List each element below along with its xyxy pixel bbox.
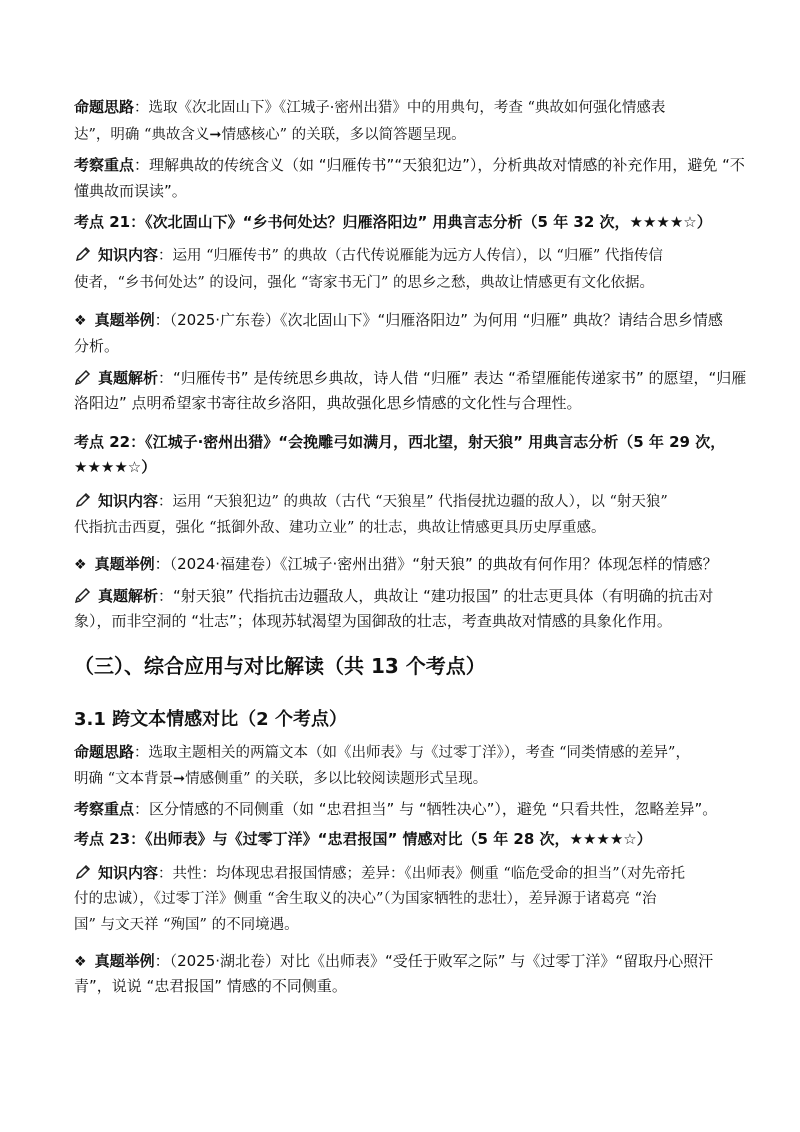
zhenti-label: 真题举例 xyxy=(94,555,155,573)
kd21-jiexi-line-2: 洛阳边” 点明希望家书寄往故乡洛阳，典故强化思乡情感的文化性与合理性。 xyxy=(74,394,582,412)
zhenti-label: 真题举例 xyxy=(94,952,155,970)
diamond-icon: ❖ xyxy=(74,557,87,573)
kaocha-line-2: 懂典故而误读”。 xyxy=(74,182,187,200)
kd21-zhenti-line-2: 分析。 xyxy=(74,337,120,355)
zhishi-label: 知识内容 xyxy=(98,246,159,264)
kd22-zhishi-line-2: 代指抗击西夏，强化 “抵御外敌、建功立业” 的壮志，典故让情感更具历史厚重感。 xyxy=(74,520,606,536)
kaocha-label: 考察重点 xyxy=(74,800,135,818)
diamond-icon: ❖ xyxy=(74,313,87,329)
kd21-zhishi-line-2: 使者，“乡书何处达” 的设问，强化 “寄家书无门” 的思乡之愁，典故让情感更有文化依据。 xyxy=(74,275,654,291)
zhishi-label: 知识内容 xyxy=(98,864,159,882)
zhenti-text: ：（2025·广东卷）《次北固山下》“归雁洛阳边” 为何用 “归雁” 典故？请结合思乡情感 xyxy=(154,311,723,329)
zhenti-label: 真题举例 xyxy=(94,311,155,329)
s3-mingti-line-1 xyxy=(74,741,734,764)
mingti-line-1 xyxy=(74,96,734,119)
kd21-jiexi-line-1 xyxy=(74,367,747,389)
zhishi-text: ：运用 “天狼犯边” 的典故（古代 “天狼星” 代指侵扰边疆的敌人），以 “射天狼” xyxy=(158,494,668,510)
sub-heading: 3.1 跨文本情感对比（2 个考点） xyxy=(74,709,347,730)
kaocha-line-1 xyxy=(74,154,745,176)
jiexi-text: ：“归雁传书” 是传统思乡典故，诗人借 “归雁” 表达 “希望雁能传递家书” 的愿望，“归雁 xyxy=(158,369,747,387)
zhishi-label: 知识内容 xyxy=(98,492,159,510)
s3-mingti-line-2: 明确 “文本背景➞情感侧重” 的关联，多以比较阅读题形式呈现。 xyxy=(74,771,488,787)
pencil-icon xyxy=(74,863,92,881)
mingti-label: 命题思路 xyxy=(74,98,135,116)
jiexi-text: ：“射天狼” 代指抗击边疆敌人，典故让 “建功报国” 的壮志更具体（有明确的抗击对 xyxy=(158,587,714,605)
mingti-text: ：选取《次北固山下》《江城子·密州出猎》中的用典句，考查 “典故如何强化情感表 xyxy=(134,100,666,116)
kaocha-label: 考察重点 xyxy=(74,156,135,174)
kd21-zhishi-line-1 xyxy=(74,244,734,267)
kd22-jiexi-line-2: 象），而非空洞的 “壮志”；体现苏轼渴望为国御敌的壮志，考查典故对情感的具象化作用。 xyxy=(74,612,672,630)
kaocha-text: ：区分情感的不同侧重（如 “忠君担当” 与 “牺牲决心”），避免 “只看共性，忽略差异”。 xyxy=(134,800,718,818)
kd23-zhishi-line-1 xyxy=(74,862,734,885)
pen-icon xyxy=(74,368,92,386)
kaocha-text: ：理解典故的传统含义（如 “归雁传书”“天狼犯边”），分析典故对情感的补充作用，避免 “不 xyxy=(134,156,745,174)
pencil-icon xyxy=(74,491,92,509)
mingti-line-2: 达”，明确 “典故含义➞情感核心” 的关联，多以简答题呈现。 xyxy=(74,127,466,143)
pencil-icon xyxy=(74,245,92,263)
jiexi-label: 真题解析 xyxy=(98,587,159,605)
mingti-label: 命题思路 xyxy=(74,743,135,761)
zhenti-text: ：（2025·湖北卷）对比《出师表》“受任于败军之际” 与《过零丁洋》“留取丹心照汗 xyxy=(154,952,714,970)
kd23-zhenti-line-1 xyxy=(74,950,734,973)
zhishi-text: ：共性：均体现忠君报国情感；差异：《出师表》侧重 “临危受命的担当”（对先帝托 xyxy=(158,866,685,882)
zhenti-text: ：（2024·福建卷）《江城子·密州出猎》“射天狼” 的典故有何作用？体现怎样的情感？ xyxy=(154,555,718,573)
kd22-jiexi-line-1 xyxy=(74,585,734,607)
kd23-zhishi-line-3: 国” 与文天祥 “殉国” 的不同境遇。 xyxy=(74,917,299,933)
kaodian-22-title-line-1: 考点 22：《江城子·密州出猎》“会挽雕弓如满月，西北望，射天狼” 用典言志分析（5 年 29 次， xyxy=(74,433,726,451)
jiexi-label: 真题解析 xyxy=(98,369,159,387)
zhishi-text: ：运用 “归雁传书” 的典故（古代传说雁能为远方人传信），以 “归雁” 代指传信 xyxy=(158,248,663,264)
kaodian-23-title: 考点 23：《出师表》与《过零丁洋》“忠君报国” 情感对比（5 年 28 次，★★★★☆） xyxy=(74,830,652,848)
section-heading: （三）、综合应用与对比解读（共 13 个考点） xyxy=(74,654,486,678)
kaodian-21-title: 考点 21：《次北固山下》“乡书何处达？归雁洛阳边” 用典言志分析（5 年 32 次，★★★★☆） xyxy=(74,213,712,231)
kd22-zhishi-line-1 xyxy=(74,490,734,513)
s3-kaocha-line-1 xyxy=(74,798,734,820)
diamond-icon: ❖ xyxy=(74,954,87,970)
kd23-zhishi-line-2: 付的忠诚），《过零丁洋》侧重 “舍生取义的决心”（为国家牺牲的悲壮），差异源于诸葛亮 “治 xyxy=(74,891,657,907)
mingti-text: ：选取主题相关的两篇文本（如《出师表》与《过零丁洋》），考查 “同类情感的差异”， xyxy=(134,745,690,761)
kaodian-22-title-line-2: ★★★★☆） xyxy=(74,458,157,476)
kd21-zhenti-line-1 xyxy=(74,309,734,332)
kd23-zhenti-line-2: 青”，说说 “忠君报国” 情感的不同侧重。 xyxy=(74,977,347,995)
pen-icon xyxy=(74,586,92,604)
kd22-zhenti-line-1 xyxy=(74,553,734,576)
